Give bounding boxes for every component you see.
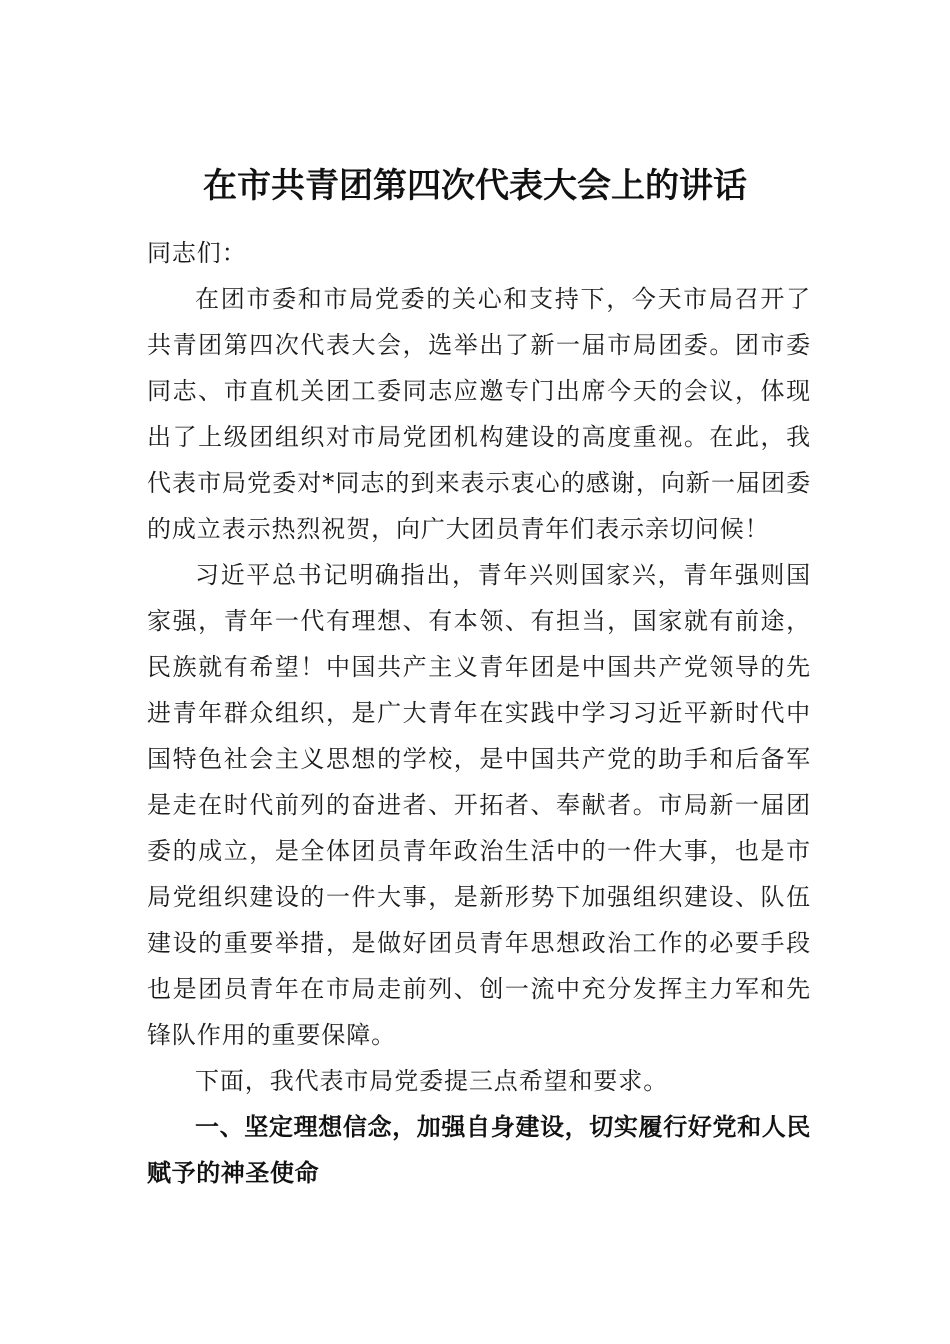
section-heading-one: 一、坚定理想信念，加强自身建设，切实履行好党和人民赋予的神圣使命 — [147, 1113, 811, 1187]
salutation: 同志们： — [147, 239, 247, 267]
paragraph-opening: 在团市委和市局党委的关心和支持下，今天市局召开了共青团第四次代表大会，选举出了新一届市局团委。团市委同志、市直机关团工委同志应邀专门出席今天的会议，体现出了上级团组织对市局党团机构建设的高度重视。在此，我代表市局党委对*同志的到来表示衷心的感谢，向新一届团委的成立表示热烈祝贺，向广大团员青年们表示亲切问候！ — [147, 285, 811, 543]
document-title: 在市共青团第四次代表大会上的讲话 — [203, 166, 747, 206]
paragraph-requirements-intro: 下面，我代表市局党委提三点希望和要求。 — [195, 1067, 669, 1095]
paragraph-significance: 习近平总书记明确指出，青年兴则国家兴，青年强则国家强，青年一代有理想、有本领、有担当，国家就有前途，民族就有希望！中国共产主义青年团是中国共产党领导的先进青年群众组织，是广大青年在实践中学习习近平新时代中国特色社会主义思想的学校，是中国共产党的助手和后备军是走在时代前列的奋进者、开拓者、奉献者。市局新一届团委的成立，是全体团员青年政治生活中的一件大事，也是市局党组织建设的一件大事，是新形势下加强组织建设、队伍建设的重要举措，是做好团员青年思想政治工作的必要手段也是团员青年在市局走前列、创一流中充分发挥主力军和先锋队作用的重要保障。 — [147, 561, 811, 1049]
document-body — [147, 230, 811, 1196]
